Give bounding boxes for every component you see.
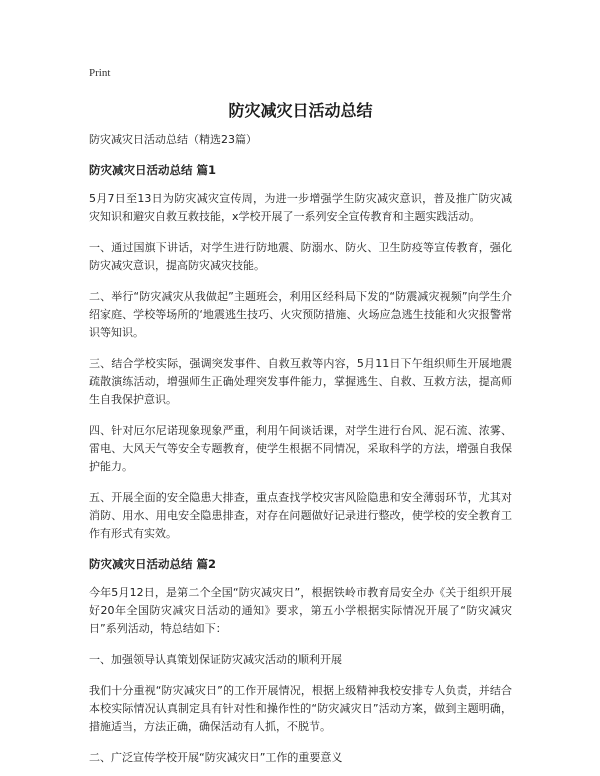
section-1	[89, 162, 512, 543]
print-link[interactable]: Print	[89, 67, 111, 79]
paragraph: 二、广泛宣传学校开展“防灾减灾日”工作的重要意义	[89, 751, 343, 764]
paragraph: 今年5月12日，是第二个全国“防灾减灾日”，根据铁岭市教育局安全办《关于组织开展好20年全国防灾减灾日活动的通知》要求，第五小学根据实际情况开展了“防灾减灾日”系列活动，特总结如下：	[89, 586, 512, 635]
paragraph: 我们十分重视“防灾减灾日”的工作开展情况，根据上级精神我校安排专人负责，并结合本校实际情况认真制定具有针对性和操作性的“防灾减灾日”活动方案，做到主题明确，措施适当，方法正确，确保活动有人抓，不脱节。	[89, 684, 512, 733]
paragraph: 二、举行“防灾减灾从我做起”主题班会，利用区经科局下发的“防震减灾视频”向学生介绍家庭、学校等场所的‘地震逃生技巧、火灾预防措施、火场应急逃生技能和火灾报警常识等知识。	[89, 290, 512, 339]
page-title: 防灾减灾日活动总结	[228, 101, 373, 120]
paragraph: 五、开展全面的安全隐患大排查，重点查找学校灾害风险隐患和安全薄弱环节，尤其对消防、用水、用电安全隐患排查，对存在问题做好记录进行整改，使学校的安全教育工作有形式有实效。	[89, 491, 512, 540]
section-heading: 防灾减灾日活动总结 篇2	[89, 557, 217, 571]
section-2	[89, 556, 512, 767]
paragraph: 四、针对厄尔尼诺现象现象严重，利用午间谈话课，对学生进行台风、泥石流、浓雾、雷电、大风天气等安全专题教育，使学生根据不同情况，采取科学的方法，增强自我保护能力。	[89, 424, 512, 473]
paragraph: 5月7日至13日为防灾减灾宣传周，为进一步增强学生防灾减灾意识，普及推广防灾减灾知识和避灾自救互救技能，x学校开展了一系列安全宣传教育和主题实践活动。	[89, 192, 512, 223]
section-heading: 防灾减灾日活动总结 篇1	[89, 163, 217, 177]
document-subtitle: 防灾减灾日活动总结（精选23篇）	[89, 133, 257, 146]
paragraph: 三、结合学校实际，强调突发事件、自救互救等内容，5月11日下午组织师生开展地震疏散演练活动，增强师生正确处理突发事件能力，掌握逃生、自救、互救方法，提高师生自我保护意识。	[89, 357, 512, 406]
paragraph: 一、加强领导认真策划保证防灾减灾活动的顺利开展	[89, 653, 342, 666]
paragraph: 一、通过国旗下讲话，对学生进行防地震、防溺水、防火、卫生防疫等宣传教育，强化防灾减灾意识，提高防灾减灾技能。	[89, 241, 512, 272]
